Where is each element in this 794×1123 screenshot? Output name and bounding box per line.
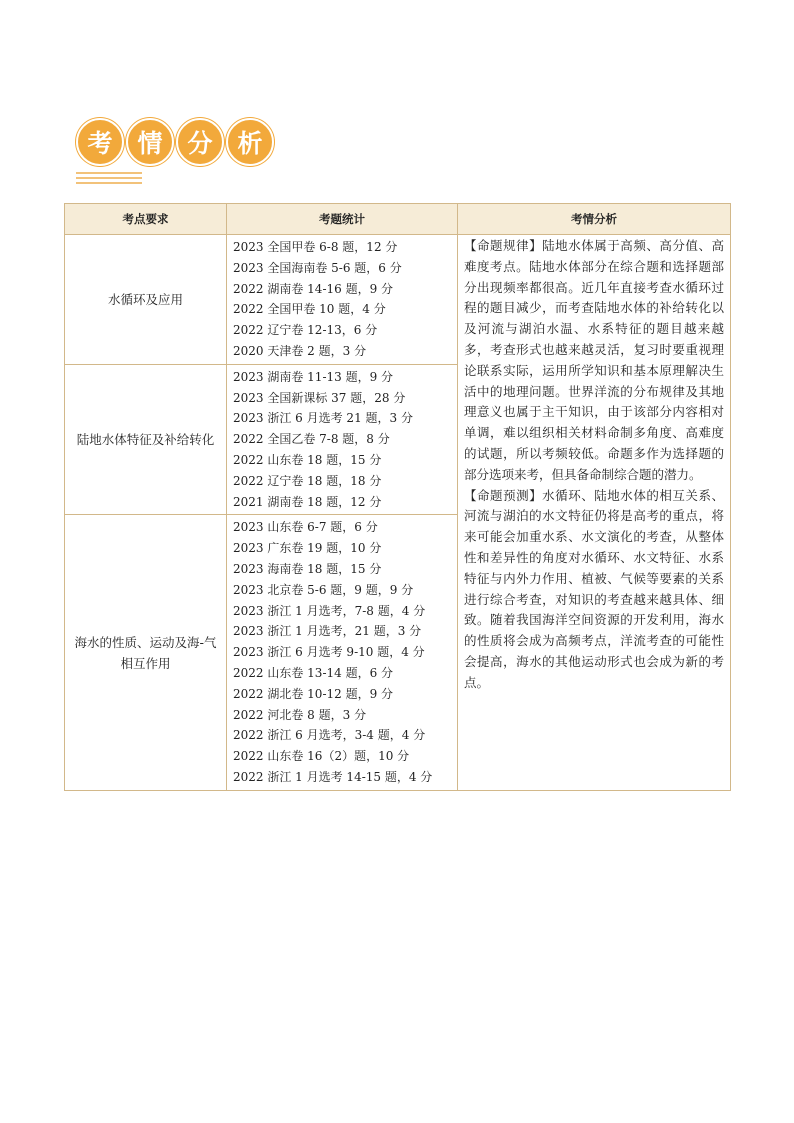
table-row: [65, 235, 731, 365]
exam-analysis-table: [64, 203, 731, 791]
stat-line: 2023 全国新课标 37 题，28 分: [233, 390, 406, 405]
stat-line: 2022 山东卷 13-14 题，6 分: [233, 665, 394, 680]
logo-underline: [76, 172, 142, 184]
stat-line: 2023 广东卷 19 题，10 分: [233, 541, 382, 556]
stat-line: 2021 湖南卷 18 题，12 分: [233, 494, 382, 509]
analysis-prediction: 【命题预测】水循环、陆地水体的相互关系、河流与湖泊的水文特征仍将是高考的重点，将来可能会加重水系、水文演化的考查，从整体性和差异性的角度对水循环、水文特征、水系特征与内外力作用、植被、气候等要素的关系进行综合考查，对知识的考查越来越具体、细致。随着我国海洋空间资源的开发利用，海水的性质将会成为高频考点，洋流考查的可能性会提高，海水的其他运动形式也会成为新的考点。: [464, 487, 724, 690]
header-topic: 考点要求: [65, 204, 227, 235]
stat-line: 2022 湖北卷 10-12 题，9 分: [233, 686, 394, 701]
stat-line: 2022 辽宁卷 18 题，18 分: [233, 473, 382, 488]
stat-line: 2022 山东卷 18 题，15 分: [233, 452, 382, 467]
topic-cell: 水循环及应用: [65, 235, 227, 365]
stat-line: 2023 浙江 6 月选考 9-10 题，4 分: [233, 645, 425, 660]
stat-line: 2022 全国甲卷 10 题，4 分: [233, 302, 386, 317]
stat-line: 2022 山东卷 16（2）题，10 分: [233, 749, 410, 764]
stat-line: 2022 辽宁卷 12-13，6 分: [233, 323, 378, 338]
topic-cell: 陆地水体特征及补给转化: [65, 364, 227, 515]
stats-cell: [227, 235, 458, 365]
stat-line: 2023 浙江 1 月选考，21 题，3 分: [233, 624, 422, 639]
stat-line: 2022 浙江 6 月选考，3-4 题，4 分: [233, 728, 426, 743]
topic-cell: 海水的性质、运动及海-气相互作用: [65, 515, 227, 790]
logo-char: 情: [126, 118, 174, 166]
stat-line: 2023 海南卷 18 题，15 分: [233, 561, 382, 576]
stat-line: 2022 河北卷 8 题，3 分: [233, 707, 367, 722]
header-analysis: 考情分析: [458, 204, 731, 235]
logo-char: 析: [226, 118, 274, 166]
stats-cell: [227, 364, 458, 515]
logo-char: 分: [176, 118, 224, 166]
stat-line: 2023 湖南卷 11-13 题，9 分: [233, 369, 394, 384]
logo-char: 考: [76, 118, 124, 166]
stats-cell: [227, 515, 458, 790]
stat-line: 2023 全国甲卷 6-8 题，12 分: [233, 240, 398, 254]
stat-line: 2022 浙江 1 月选考 14-15 题，4 分: [233, 769, 433, 784]
analysis-cell: [458, 235, 731, 791]
stat-line: 2022 全国乙卷 7-8 题，8 分: [233, 432, 390, 447]
logo-characters: [76, 118, 274, 166]
section-logo: [76, 118, 274, 182]
table-header-row: [65, 204, 731, 235]
stat-line: 2023 北京卷 5-6 题，9 题，9 分: [233, 582, 414, 597]
analysis-pattern: 【命题规律】陆地水体属于高频、高分值、高难度考点。陆地水体部分在综合题和选择题部分出现频率都很高。近几年直接考查水循环过程的题目减少，而考查陆地水体的补给转化以及河流与湖泊水温、水系特征的题目越来越多，考查形式也越来越灵活，复习时要重视理论联系实际，运用所学知识和基本原理解决生活中的地理问题。世界洋流的分布规律及其地理意义也属于主干知识，由于该部分内容相对单调，难以组织相关材料命制多角度、高难度的试题，所以考频较低。命题多作为选择题的部分选项来考，但具备命制综合题的潜力。: [464, 238, 724, 482]
stat-line: 2023 浙江 1 月选考，7-8 题，4 分: [233, 603, 426, 618]
stat-line: 2023 全国海南卷 5-6 题，6 分: [233, 260, 402, 275]
stat-line: 2023 山东卷 6-7 题，6 分: [233, 520, 378, 535]
stat-line: 2020 天津卷 2 题，3 分: [233, 343, 367, 358]
header-stats: 考题统计: [227, 204, 458, 235]
stat-line: 2022 湖南卷 14-16 题，9 分: [233, 281, 394, 296]
stat-line: 2023 浙江 6 月选考 21 题，3 分: [233, 411, 413, 426]
